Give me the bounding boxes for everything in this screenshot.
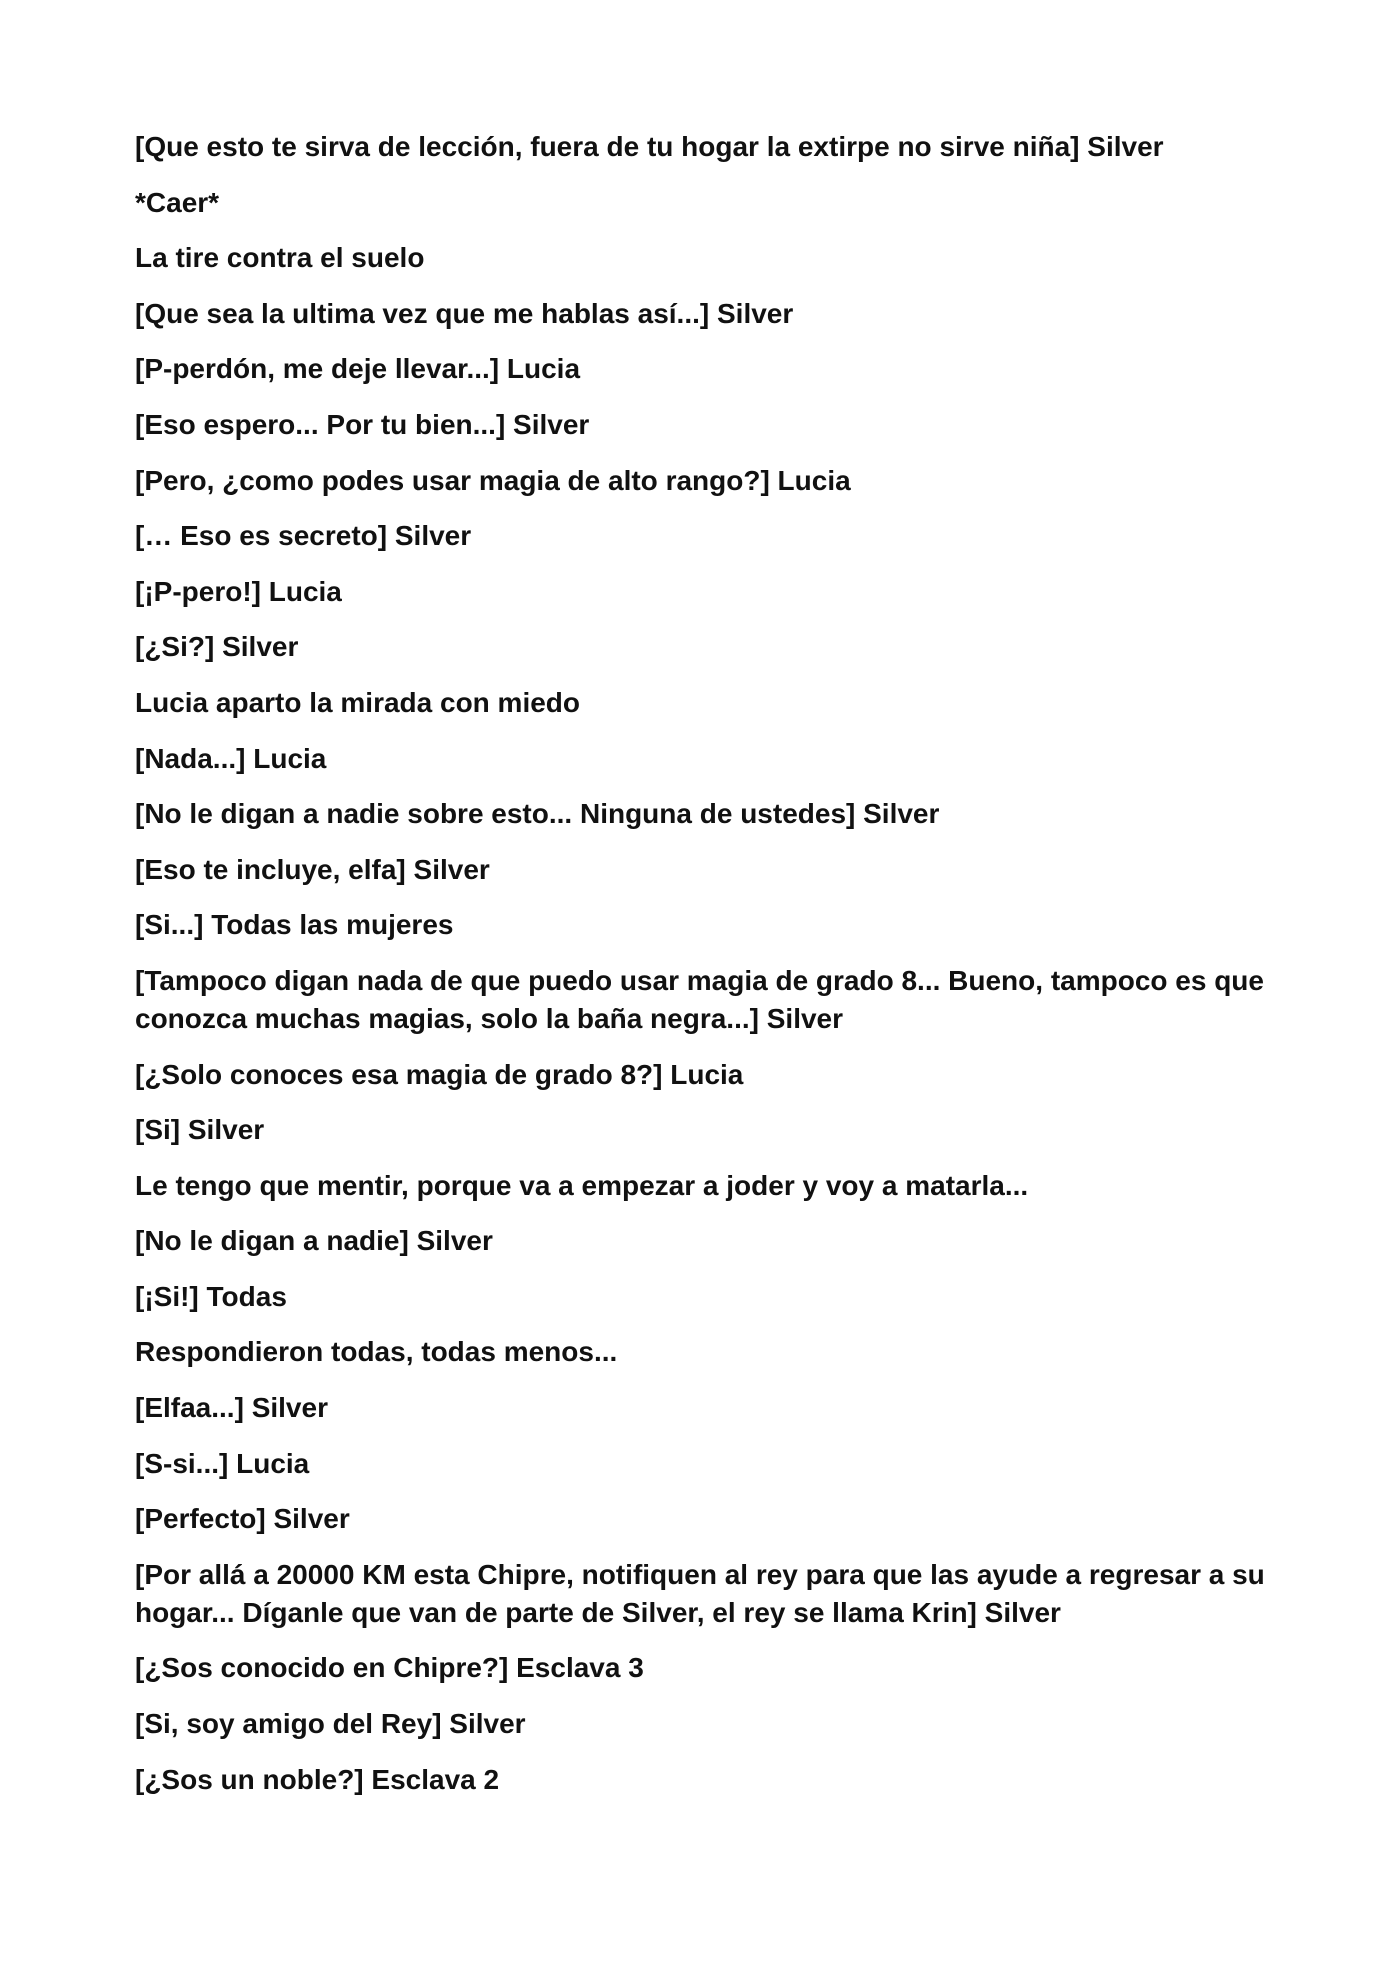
text-line: [¿Sos un noble?] Esclava 2 (135, 1763, 500, 1795)
text-line: [¡P-pero!] Lucia (135, 575, 342, 607)
text-line: [Eso espero... Por tu bien...] Silver (135, 408, 590, 440)
text-line: [Pero, ¿como podes usar magia de alto rango?] Lucia (135, 464, 851, 496)
text-line: [Por allá a 20000 KM esta Chipre, notifiquen al rey para que las ayude a regresar a su hogar... Díganle que van de parte de Silver, el rey se llama Krin] Silver (135, 1558, 1265, 1628)
text-line: [Elfaa...] Silver (135, 1392, 328, 1424)
text-line: [Que esto te sirva de lección, fuera de tu hogar la extirpe no sirve niña] Silver (135, 131, 1164, 162)
text-line: [Si, soy amigo del Rey] Silver (135, 1708, 526, 1740)
text-line: [Si...] Todas las mujeres (135, 909, 454, 941)
text-line: [Eso te incluye, elfa] Silver (135, 853, 490, 885)
text-line: [¿Si?] Silver (135, 631, 299, 663)
text-line: [No le digan a nadie] Silver (135, 1225, 493, 1257)
text-line: [Tampoco digan nada de que puedo usar magia de grado 8... Bueno, tampoco es que conozca muchas magias, solo la baña negra...] Silver (135, 964, 1264, 1034)
text-line: *Caer* (135, 186, 220, 218)
text-line: [Que sea la ultima vez que me hablas así...] Silver (135, 297, 794, 329)
dialogue-text (135, 128, 1275, 1816)
text-line: La tire contra el suelo (135, 242, 425, 274)
text-line: [Si] Silver (135, 1114, 265, 1146)
text-line: [No le digan a nadie sobre esto... Ninguna de ustedes] Silver (135, 798, 940, 830)
text-line: [¡Si!] Todas (135, 1280, 287, 1312)
text-line: [Nada...] Lucia (135, 742, 327, 774)
text-line: Lucia aparto la mirada con miedo (135, 686, 581, 718)
text-line: [¿Sos conocido en Chipre?] Esclava 3 (135, 1652, 644, 1684)
text-line: Le tengo que mentir, porque va a empezar a joder y voy a matarla... (135, 1169, 1029, 1201)
text-line: [¿Solo conoces esa magia de grado 8?] Lucia (135, 1058, 744, 1090)
text-line: Respondieron todas, todas menos... (135, 1336, 618, 1368)
text-line: [… Eso es secreto] Silver (135, 520, 472, 552)
text-line: [S-si...] Lucia (135, 1447, 310, 1479)
text-line: [P-perdón, me deje llevar...] Lucia (135, 353, 581, 385)
text-line: [Perfecto] Silver (135, 1503, 350, 1535)
